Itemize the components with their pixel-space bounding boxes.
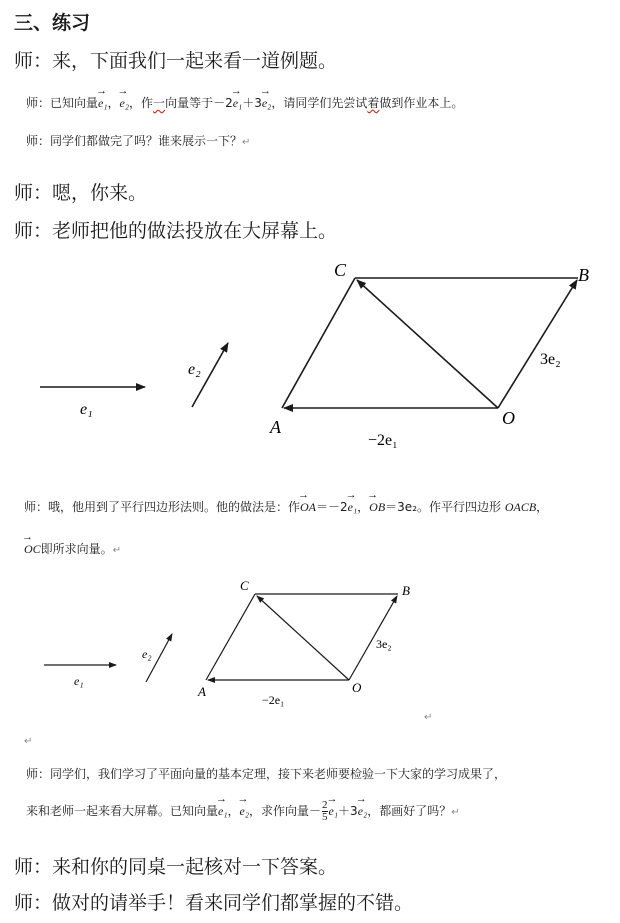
- vector-OC-small: [257, 596, 349, 680]
- return-mark-icon: ↵: [24, 736, 33, 747]
- paragraph-3: 师：哦，他用到了平行四边形法则。他的做法是：作→ OA＝－2→ e₁，→ OB＝3e₂。作平行四边形 OACB，: [24, 498, 548, 515]
- paragraph-5: 师：同学们，我们学习了平面向量的基本定理，接下来老师要检验一下大家的学习成果了，: [26, 767, 507, 781]
- label-3e2: 3e₂: [540, 351, 561, 368]
- vector-OC: [357, 280, 498, 408]
- vector-OB: [498, 280, 577, 408]
- vector-figure-2: [0, 572, 620, 756]
- teacher-line-7: 师：来和你的同桌一起核对一下答案。: [14, 856, 338, 878]
- label-3e2-small: 3e₂: [376, 637, 392, 651]
- vector-figure-1: [0, 256, 620, 460]
- paragraph-6: 来和老师一起来看大屏幕。已知向量→ e₁，→ e₂，求作向量－ $\frac{2}{5}$ → e₁＋3→ e₂，都画好了吗？↵: [26, 800, 460, 823]
- label-A: A: [270, 417, 281, 437]
- label-e1-small: e₁: [74, 674, 84, 688]
- teacher-line-1: 师：来，下面我们一起来看一道例题。: [14, 50, 338, 72]
- label-O-small: O: [352, 680, 362, 695]
- label-O: O: [502, 408, 515, 428]
- teacher-line-8: 师：做对的请举手！看来同学们都掌握的不错。: [14, 892, 414, 914]
- edge-AC: [282, 278, 355, 408]
- label-e2: e₂: [188, 361, 201, 378]
- label-e1: e₁: [80, 401, 93, 418]
- return-mark-icon: ↵: [242, 137, 251, 148]
- edge-AC-small: [206, 594, 255, 680]
- question-1: 师：已知向量→ e₁，→ e₂，作一向量等于－2→ e₁＋3→ e₂，请同学们先尝试着做到作业本上。: [26, 94, 463, 111]
- return-mark-icon: ↵: [112, 545, 122, 556]
- label-e2-small: e₂: [142, 647, 152, 661]
- section-heading: 三、练习: [14, 12, 91, 34]
- label-C: C: [334, 260, 347, 280]
- label-B-small: B: [402, 583, 410, 598]
- fraction-2-5: $\frac{2}{5}$: [322, 799, 328, 823]
- teacher-line-3: 师：嗯，你来。: [14, 182, 148, 204]
- label-minus-2e1: −2e₁: [368, 432, 398, 449]
- label-minus-2e1-small: −2e₁: [262, 693, 285, 707]
- return-mark-icon: ↵: [424, 712, 433, 723]
- paragraph-4: → OC即所求向量。↵: [24, 540, 121, 557]
- question-2: 师：同学们都做完了吗？谁来展示一下？↵: [26, 134, 251, 148]
- label-A-small: A: [198, 684, 206, 699]
- label-C-small: C: [240, 578, 249, 593]
- teacher-line-4: 师：老师把他的做法投放在大屏幕上。: [14, 220, 338, 242]
- return-mark-icon: ↵: [451, 807, 460, 818]
- label-B: B: [578, 265, 589, 285]
